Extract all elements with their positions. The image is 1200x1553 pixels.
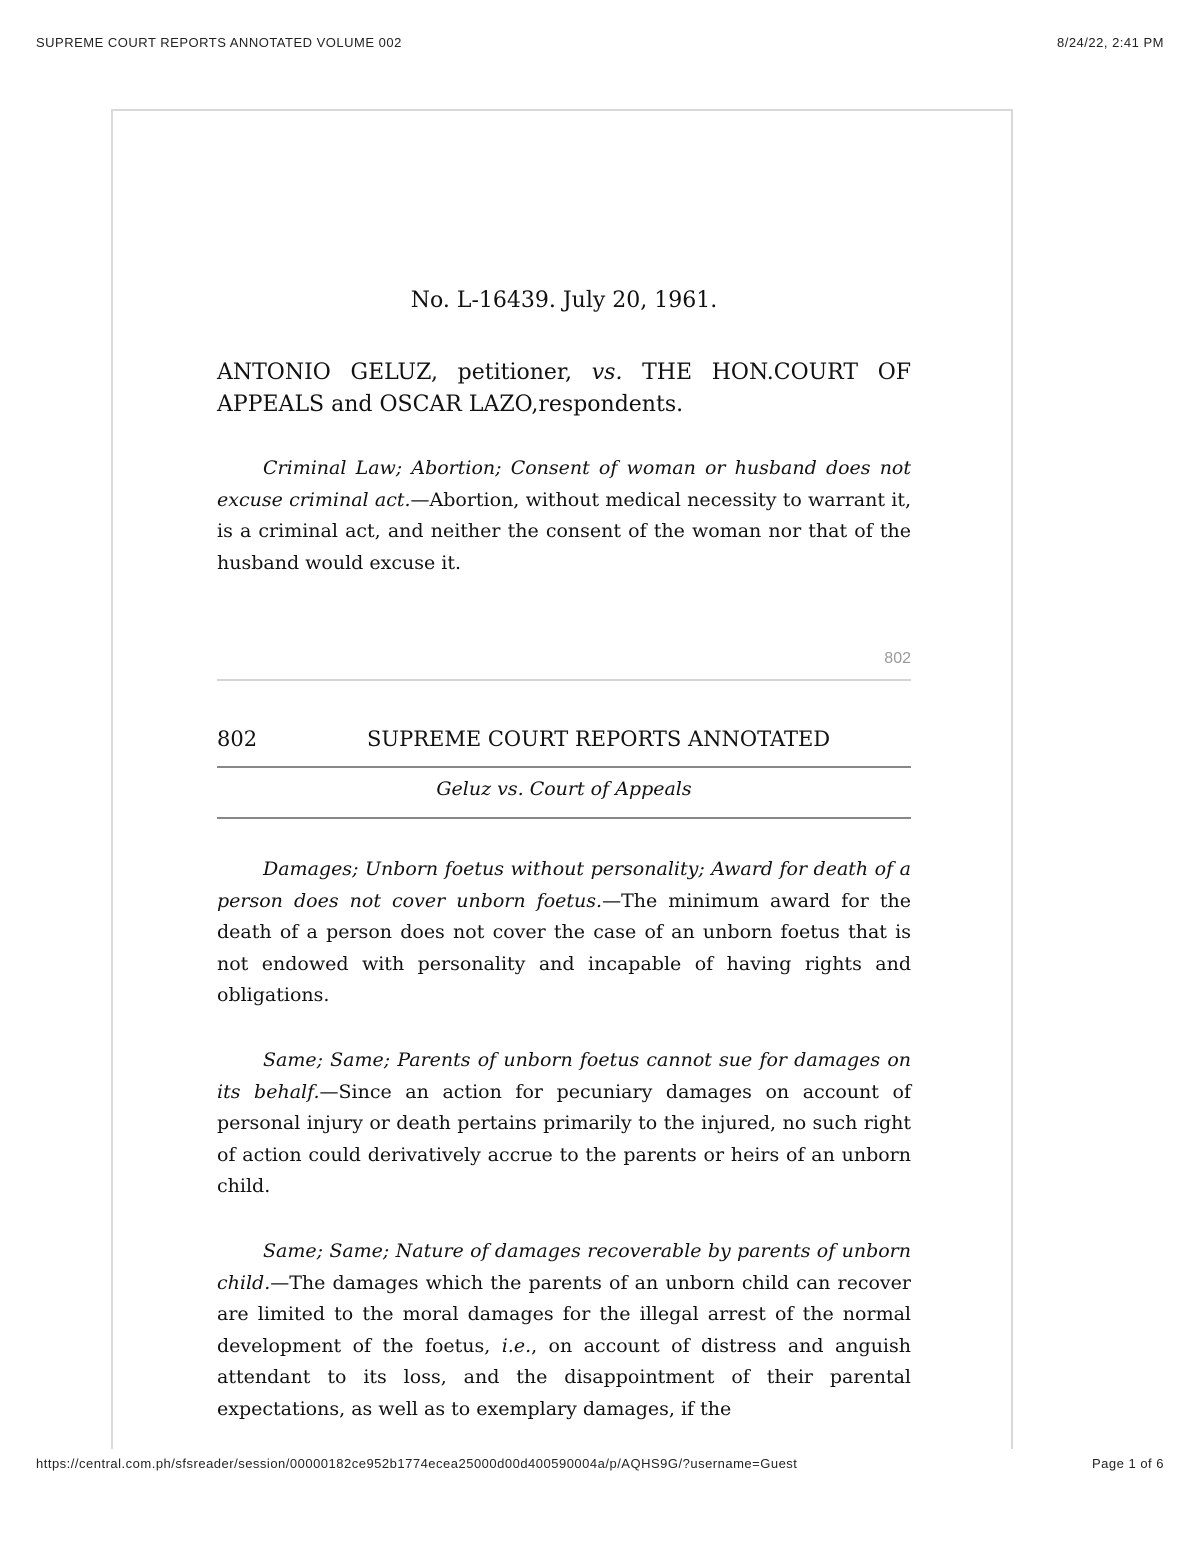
syllabus-paragraph <box>217 1045 911 1203</box>
syllabus-paragraph <box>217 453 911 579</box>
syllabus-body: —Since an action for pecuniary damages on account of personal injury or death pertains primarily to the injured, no such right of action could derivatively accrue to the parents or heirs of an unborn child. <box>217 1080 911 1197</box>
syllabus-body: —Abortion, without medical necessity to warrant it, is a criminal act, and neither the consent of the woman nor that of the husband would excuse it. <box>217 488 912 574</box>
respondents: THE HON.COURT OF APPEALS and OSCAR LAZO,respondents. <box>217 360 912 417</box>
document-page <box>111 109 1013 1449</box>
print-header-datetime: 8/24/22, 2:41 PM <box>1056 35 1164 50</box>
syllabus-body: , on account of distress and anguish attendant to its loss, and the disappointment of their parental expectations, as well as to exemplary damages, if the <box>217 1334 911 1420</box>
syllabus-paragraph <box>217 854 911 1012</box>
running-head-subtitle: Geluz vs. Court of Appeals <box>436 778 692 800</box>
print-footer <box>36 1456 1164 1471</box>
page-marker: 802 <box>884 650 911 667</box>
syllabus-paragraph <box>217 1236 911 1425</box>
print-header <box>36 35 1164 50</box>
print-header-title: SUPREME COURT REPORTS ANNOTATED VOLUME 002 <box>36 35 402 50</box>
syllabus-body: —The minimum award for the death of a person does not cover the case of an unborn foetus that is not endowed with personality and incapable of having rights and obligations. <box>217 889 912 1006</box>
running-head-subtitle-divider <box>217 817 911 819</box>
syllabus-body: —The damages which the parents of an unborn child can recover are limited to the moral damages for the illegal arrest of the normal development of the foetus, <box>217 1271 911 1357</box>
syllabus-heading: Same; Same; Nature of damages recoverable by parents of unborn child. <box>217 1240 911 1294</box>
running-head-title: SUPREME COURT REPORTS ANNOTATED <box>367 727 831 751</box>
case-parties <box>217 357 911 421</box>
print-footer-page: Page 1 of 6 <box>1092 1456 1164 1471</box>
print-footer-url[interactable]: https://central.com.ph/sfsreader/session/00000182ce952b1774ecea25000d00d400590004a/p/AQHS9G/?username=Guest <box>36 1456 798 1471</box>
syllabus-heading: Same; Same; Parents of unborn foetus cannot sue for damages on its behalf. <box>217 1049 911 1103</box>
syllabus-emphasis: i.e. <box>501 1334 532 1357</box>
versus: vs. <box>591 360 623 385</box>
page-break-divider <box>217 679 911 681</box>
case-number: No. L-16439. July 20, 1961. <box>410 288 718 313</box>
syllabus-heading: Damages; Unborn foetus without personality; Award for death of a person does not cover unborn foetus. <box>217 858 911 912</box>
running-head-divider <box>217 766 911 768</box>
running-head-page-number: 802 <box>217 727 258 751</box>
petitioner: ANTONIO GELUZ, petitioner, <box>217 360 573 385</box>
syllabus-heading: Criminal Law; Abortion; Consent of woman or husband does not excuse criminal act. <box>217 457 911 511</box>
